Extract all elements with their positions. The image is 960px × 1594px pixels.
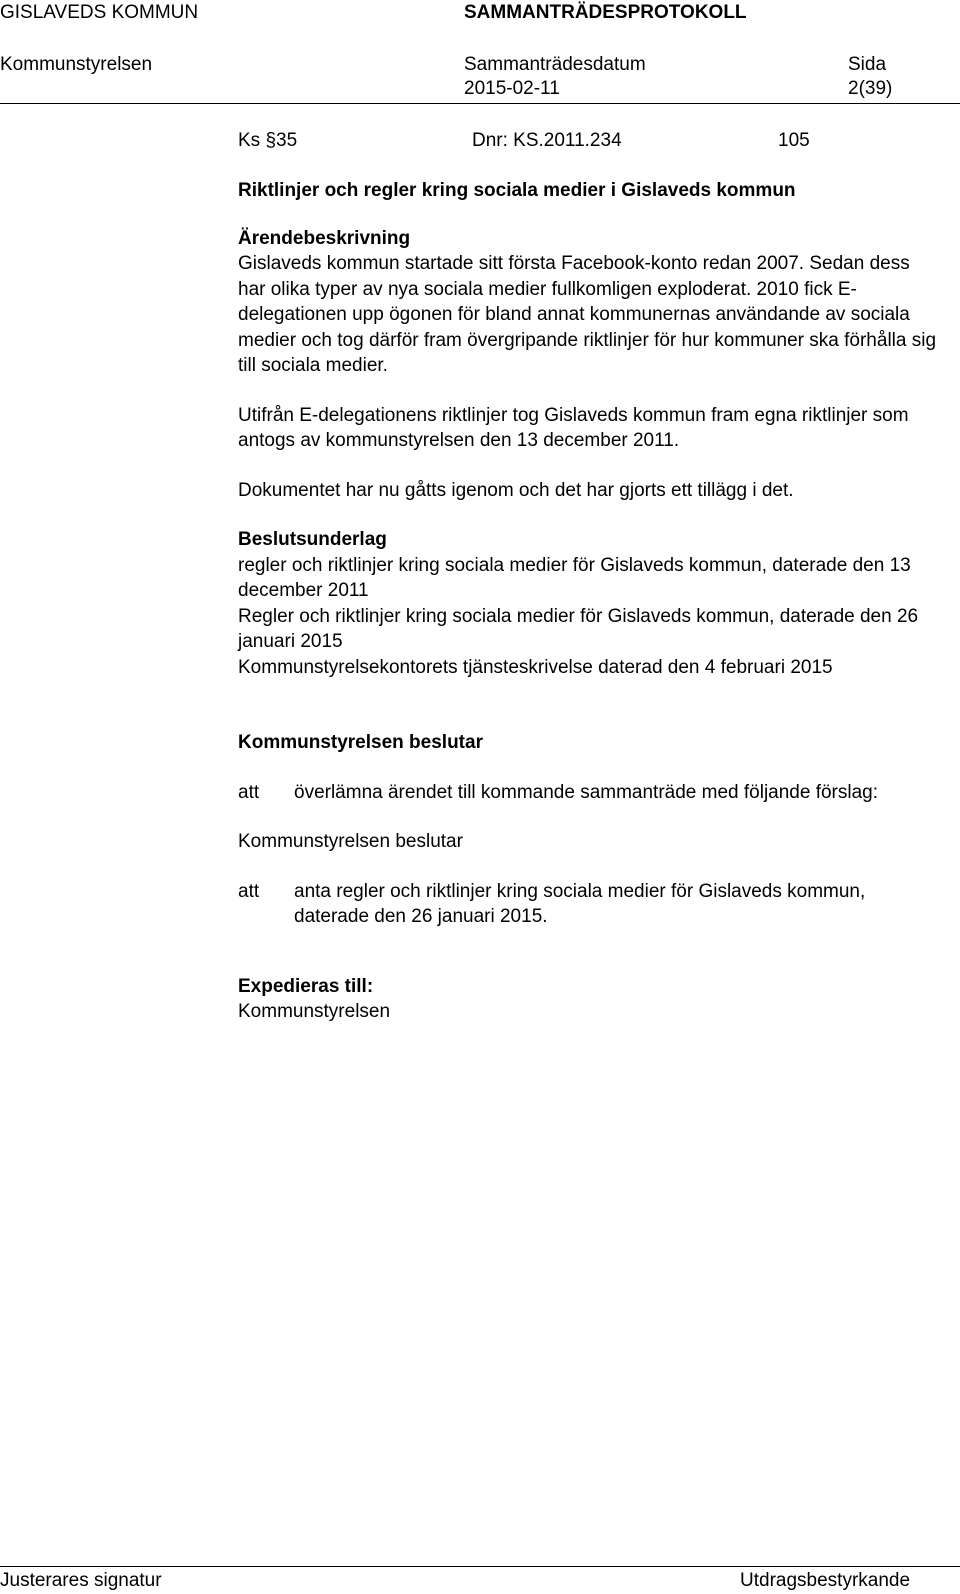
case-title: Riktlinjer och regler kring sociala medier i Gislaveds kommun bbox=[238, 180, 796, 201]
dnr-number: Dnr: KS.2011.234 bbox=[472, 130, 622, 151]
document-body bbox=[238, 128, 938, 1025]
beslut-heading: Kommunstyrelsen beslutar bbox=[238, 732, 483, 753]
att-text: överlämna ärendet till kommande sammanträde med följande förslag: bbox=[294, 781, 879, 803]
footer-signature-label: Justerares signatur bbox=[0, 1570, 162, 1591]
beslutsunderlag-heading: Beslutsunderlag bbox=[238, 529, 387, 550]
underlag-item-2: Regler och riktlinjer kring sociala medier för Gislaveds kommun, daterade den 26 januari 2015 bbox=[238, 605, 919, 652]
case-reference-line bbox=[238, 128, 938, 156]
proposal-heading: Kommunstyrelsen beslutar bbox=[238, 831, 463, 852]
att-clause-1 bbox=[238, 780, 938, 806]
header-date-value: 2015-02-11 bbox=[464, 78, 560, 99]
arende-paragraph-2: Utifrån E-delegationens riktlinjer tog Gislaveds kommun fram egna riktlinjer som antogs av kommunstyrelsen den 13 december 2011. bbox=[238, 404, 909, 451]
municipality-name: GISLAVEDS KOMMUN bbox=[0, 2, 199, 23]
arendebeskrivning-heading: Ärendebeskrivning bbox=[238, 227, 411, 249]
item-number: 105 bbox=[778, 130, 810, 151]
header-date-label: Sammanträdesdatum bbox=[464, 54, 646, 75]
header-divider bbox=[0, 103, 960, 104]
ks-paragraph: Ks §35 bbox=[238, 130, 298, 151]
footer-extract-label: Utdragsbestyrkande bbox=[740, 1570, 911, 1591]
att-text: anta regler och riktlinjer kring sociala medier för Gislaveds kommun, daterade den 26 januari 2015. bbox=[294, 880, 866, 927]
att-label: att bbox=[238, 781, 260, 803]
underlag-item-3: Kommunstyrelsekontorets tjänsteskrivelse daterad den 4 februari 2015 bbox=[238, 656, 833, 678]
arende-paragraph-3: Dokumentet har nu gåtts igenom och det har gjorts ett tillägg i det. bbox=[238, 479, 794, 501]
document-type: SAMMANTRÄDESPROTOKOLL bbox=[464, 2, 747, 23]
header-page-label: Sida bbox=[848, 54, 887, 75]
att-clause-2 bbox=[238, 879, 938, 930]
expedieras-recipient: Kommunstyrelsen bbox=[238, 1001, 391, 1022]
header-page-value: 2(39) bbox=[848, 78, 893, 99]
header-body-label: Kommunstyrelsen bbox=[0, 54, 153, 75]
footer-divider bbox=[0, 1566, 960, 1567]
arende-paragraph-1: Gislaveds kommun startade sitt första Facebook-konto redan 2007. Sedan dess har olika typer av nya sociala medier fullkomligen exploderat. 2010 fick E-delegationen upp ögonen för bland annat kommunernas användande av sociala medier och tog därför fram övergripande riktlinjer för hur kommuner ska förhålla sig till sociala medier. bbox=[238, 253, 937, 376]
expedieras-heading: Expedieras till: bbox=[238, 975, 374, 997]
att-label: att bbox=[238, 880, 260, 902]
underlag-item-1: regler och riktlinjer kring sociala medier för Gislaveds kommun, daterade den 13 december 2011 bbox=[238, 554, 911, 601]
